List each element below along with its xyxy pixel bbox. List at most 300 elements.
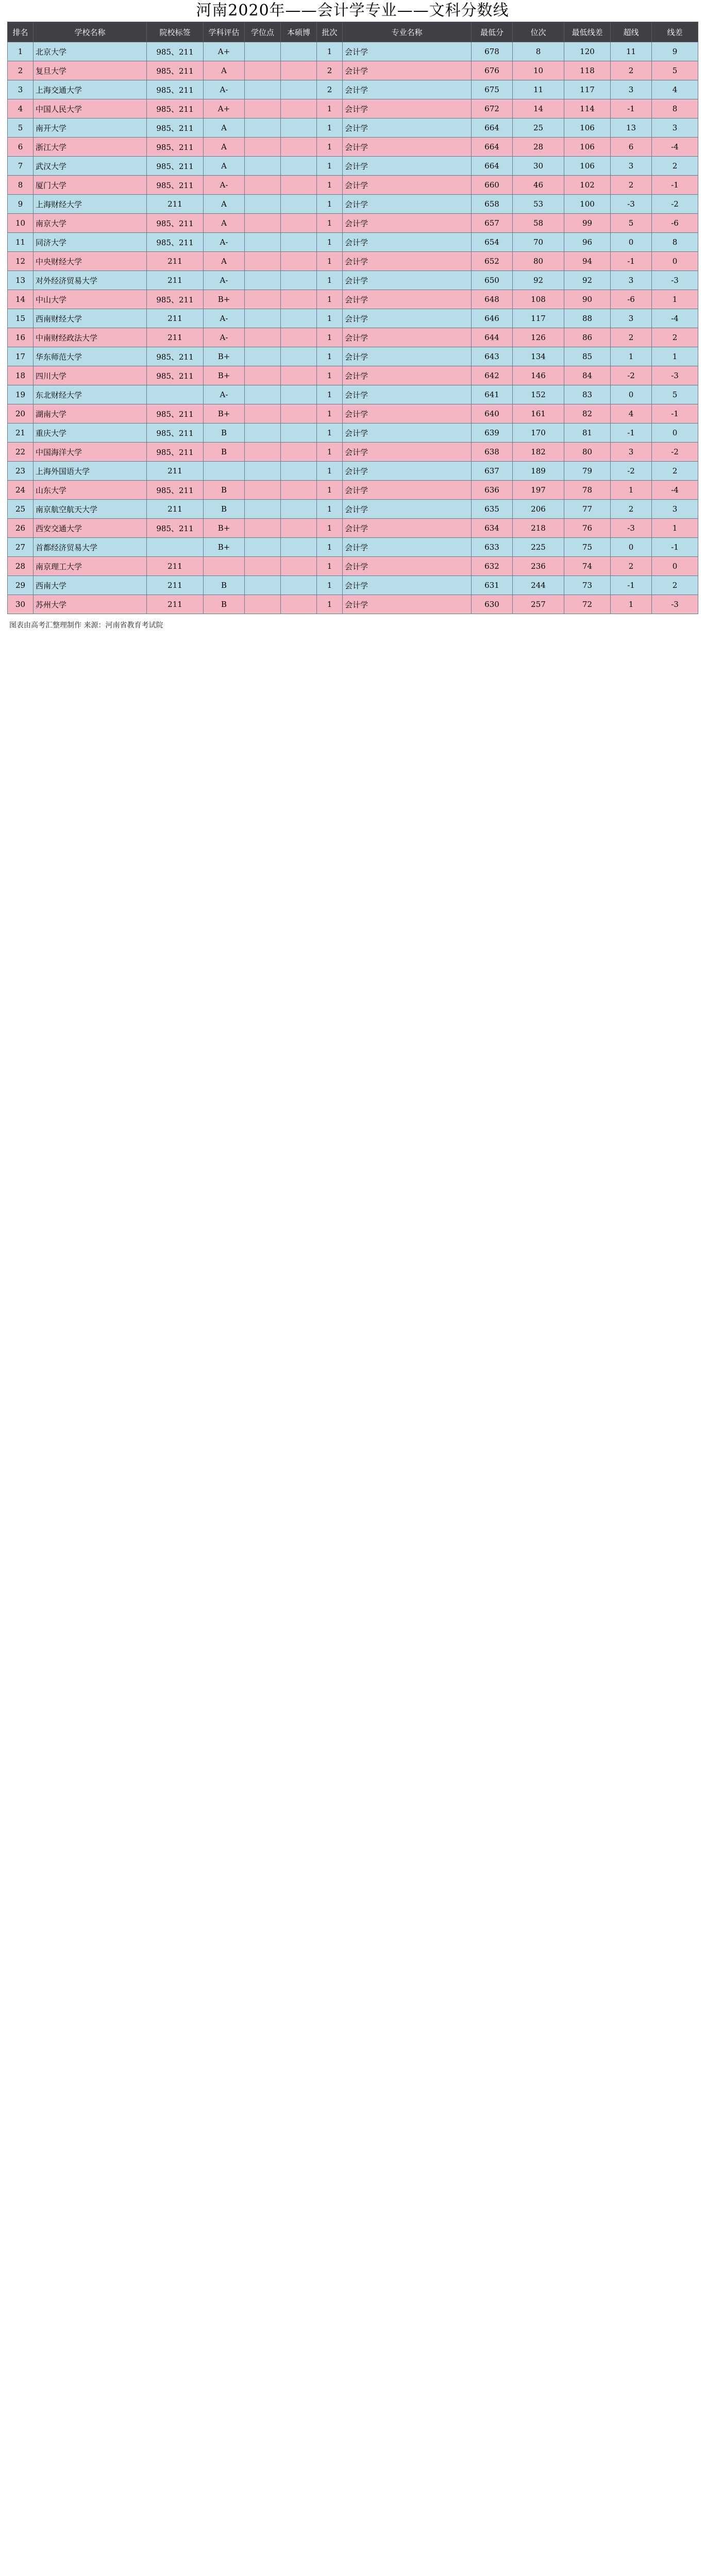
table-cell: 中央财经大学 (33, 252, 147, 271)
table-cell: 658 (472, 195, 513, 214)
table-cell: A (204, 214, 245, 233)
table-cell: A+ (204, 42, 245, 61)
table-cell: 5 (652, 61, 698, 80)
table-cell: 华东师范大学 (33, 347, 147, 366)
table-cell: 1 (317, 252, 343, 271)
table-cell: 84 (564, 366, 611, 385)
table-cell: 13 (8, 271, 33, 290)
table-cell: A (204, 157, 245, 176)
table-cell (245, 99, 281, 118)
table-cell: 3 (652, 118, 698, 138)
table-cell: 8 (652, 233, 698, 252)
table-cell: 72 (564, 595, 611, 614)
table-cell: 会计学 (343, 80, 472, 99)
table-cell: 2 (611, 500, 652, 519)
table-cell: 重庆大学 (33, 423, 147, 443)
table-cell (281, 233, 317, 252)
table-cell: 12 (8, 252, 33, 271)
table-cell: 28 (513, 138, 564, 157)
table-cell: 会计学 (343, 233, 472, 252)
table-cell: 15 (8, 309, 33, 328)
table-cell (281, 61, 317, 80)
table-cell: 211 (147, 328, 204, 347)
table-cell (245, 538, 281, 557)
table-cell: 会计学 (343, 328, 472, 347)
column-header: 排名 (8, 22, 33, 42)
table-cell: 79 (564, 462, 611, 481)
table-cell: -1 (611, 252, 652, 271)
table-cell: 985、211 (147, 157, 204, 176)
table-cell: 2 (611, 328, 652, 347)
table-cell: 1 (317, 557, 343, 576)
table-cell (245, 576, 281, 595)
table-cell: 中山大学 (33, 290, 147, 309)
table-cell: 14 (8, 290, 33, 309)
table-cell: 660 (472, 176, 513, 195)
table-cell: A- (204, 271, 245, 290)
table-cell: 225 (513, 538, 564, 557)
table-cell (281, 290, 317, 309)
table-cell: 28 (8, 557, 33, 576)
table-cell: 985、211 (147, 80, 204, 99)
table-cell: 152 (513, 385, 564, 404)
table-cell: 20 (8, 404, 33, 423)
table-cell: 676 (472, 61, 513, 80)
table-cell: 654 (472, 233, 513, 252)
column-header: 线差 (652, 22, 698, 42)
table-cell: 19 (8, 385, 33, 404)
table-row (8, 481, 698, 500)
table-cell: 985、211 (147, 118, 204, 138)
table-cell: 985、211 (147, 214, 204, 233)
column-header: 学位点 (245, 22, 281, 42)
table-cell: 2 (8, 61, 33, 80)
table-row (8, 271, 698, 290)
table-cell (281, 195, 317, 214)
table-cell: 1 (317, 99, 343, 118)
table-cell: 80 (564, 443, 611, 462)
table-row (8, 290, 698, 309)
table-cell: -2 (652, 195, 698, 214)
table-cell (281, 328, 317, 347)
table-cell: -3 (652, 366, 698, 385)
table-cell: 161 (513, 404, 564, 423)
table-row (8, 61, 698, 80)
table-cell: 1 (317, 347, 343, 366)
table-cell: 650 (472, 271, 513, 290)
table-cell: 1 (317, 404, 343, 423)
table-cell: 西南财经大学 (33, 309, 147, 328)
table-cell: 146 (513, 366, 564, 385)
table-cell: 646 (472, 309, 513, 328)
table-cell: 985、211 (147, 519, 204, 538)
table-cell: 8 (8, 176, 33, 195)
table-row (8, 423, 698, 443)
table-cell: A- (204, 80, 245, 99)
table-cell: 会计学 (343, 519, 472, 538)
table-cell (281, 176, 317, 195)
table-cell: 1 (317, 423, 343, 443)
table-cell: 21 (8, 423, 33, 443)
table-cell: 同济大学 (33, 233, 147, 252)
table-cell (281, 157, 317, 176)
table-cell (245, 385, 281, 404)
table-cell: 会计学 (343, 595, 472, 614)
table-cell (281, 347, 317, 366)
table-cell: 1 (317, 385, 343, 404)
table-cell: 会计学 (343, 309, 472, 328)
table-cell (245, 309, 281, 328)
table-cell (281, 404, 317, 423)
table-cell: 会计学 (343, 481, 472, 500)
table-cell: 首都经济贸易大学 (33, 538, 147, 557)
table-cell (147, 538, 204, 557)
table-row (8, 252, 698, 271)
table-cell: 182 (513, 443, 564, 462)
table-cell: 46 (513, 176, 564, 195)
table-cell: 90 (564, 290, 611, 309)
table-cell: 30 (8, 595, 33, 614)
table-cell: 664 (472, 157, 513, 176)
table-cell (281, 271, 317, 290)
table-cell: -1 (611, 576, 652, 595)
table-cell: A (204, 118, 245, 138)
table-cell: 会计学 (343, 576, 472, 595)
table-cell: 南京理工大学 (33, 557, 147, 576)
table-cell: A- (204, 309, 245, 328)
table-cell: 南京航空航天大学 (33, 500, 147, 519)
table-cell: 1 (317, 271, 343, 290)
table-cell: -4 (652, 309, 698, 328)
table-cell: 1 (317, 42, 343, 61)
table-cell: 631 (472, 576, 513, 595)
table-cell: 106 (564, 157, 611, 176)
table-cell: 76 (564, 519, 611, 538)
table-cell: 77 (564, 500, 611, 519)
table-cell: 1 (317, 576, 343, 595)
table-header (8, 22, 698, 42)
table-row (8, 42, 698, 61)
table-cell: 985、211 (147, 404, 204, 423)
table-cell: 86 (564, 328, 611, 347)
table-cell: 664 (472, 118, 513, 138)
table-cell: 14 (513, 99, 564, 118)
table-row (8, 157, 698, 176)
table-cell: 中国海洋大学 (33, 443, 147, 462)
table-cell: 635 (472, 500, 513, 519)
table-cell: 13 (611, 118, 652, 138)
table-cell: 75 (564, 538, 611, 557)
table-cell (245, 157, 281, 176)
table-cell: 会计学 (343, 423, 472, 443)
table-cell (281, 443, 317, 462)
table-cell: 108 (513, 290, 564, 309)
table-cell: B (204, 481, 245, 500)
table-cell: B+ (204, 290, 245, 309)
table-cell: 211 (147, 309, 204, 328)
table-cell: B+ (204, 347, 245, 366)
table-cell: 640 (472, 404, 513, 423)
table-row (8, 557, 698, 576)
table-cell: 106 (564, 118, 611, 138)
table-cell: 会计学 (343, 157, 472, 176)
table-row (8, 385, 698, 404)
table-cell: -3 (652, 271, 698, 290)
table-row (8, 328, 698, 347)
table-cell: 643 (472, 347, 513, 366)
table-cell: 83 (564, 385, 611, 404)
table-cell (245, 252, 281, 271)
table-cell: 会计学 (343, 404, 472, 423)
table-cell: B (204, 423, 245, 443)
table-cell: 对外经济贸易大学 (33, 271, 147, 290)
table-cell: -2 (611, 462, 652, 481)
table-cell: 644 (472, 328, 513, 347)
table-cell: 985、211 (147, 233, 204, 252)
table-cell: 17 (8, 347, 33, 366)
table-cell: 3 (652, 500, 698, 519)
table-cell: -1 (652, 176, 698, 195)
table-body (8, 42, 698, 614)
table-cell: 664 (472, 138, 513, 157)
table-cell: 117 (564, 80, 611, 99)
table-cell: 1 (611, 481, 652, 500)
table-cell: 985、211 (147, 347, 204, 366)
table-row (8, 347, 698, 366)
table-cell (281, 138, 317, 157)
table-cell: 25 (513, 118, 564, 138)
table-cell: 上海交通大学 (33, 80, 147, 99)
table-cell (245, 500, 281, 519)
table-cell: 678 (472, 42, 513, 61)
table-cell: 1 (317, 138, 343, 157)
table-cell: 25 (8, 500, 33, 519)
table-cell: 96 (564, 233, 611, 252)
table-cell: 3 (8, 80, 33, 99)
table-cell: 复旦大学 (33, 61, 147, 80)
table-cell: 206 (513, 500, 564, 519)
table-cell: 648 (472, 290, 513, 309)
table-cell: 985、211 (147, 176, 204, 195)
table-row (8, 80, 698, 99)
table-cell: 会计学 (343, 176, 472, 195)
table-cell: 5 (611, 214, 652, 233)
table-cell: 0 (611, 385, 652, 404)
table-cell: 山东大学 (33, 481, 147, 500)
table-cell: A- (204, 233, 245, 252)
column-header: 批次 (317, 22, 343, 42)
table-cell: -6 (611, 290, 652, 309)
table-cell (245, 462, 281, 481)
table-row (8, 309, 698, 328)
table-cell (245, 271, 281, 290)
table-cell: 630 (472, 595, 513, 614)
table-cell: 106 (564, 138, 611, 157)
header-row (8, 22, 698, 42)
table-cell: 3 (611, 443, 652, 462)
table-cell: 6 (8, 138, 33, 157)
table-cell: B+ (204, 538, 245, 557)
table-cell: 1 (317, 500, 343, 519)
table-cell (281, 595, 317, 614)
table-cell: 639 (472, 423, 513, 443)
table-cell (281, 252, 317, 271)
table-row (8, 443, 698, 462)
column-header: 院校标签 (147, 22, 204, 42)
table-cell: 637 (472, 462, 513, 481)
table-cell: 985、211 (147, 99, 204, 118)
table-cell: 会计学 (343, 366, 472, 385)
table-cell: -4 (652, 138, 698, 157)
table-cell: 23 (8, 462, 33, 481)
page-title: 河南2020年——会计学专业——文科分数线 (196, 2, 509, 20)
table-cell: 会计学 (343, 538, 472, 557)
table-cell (281, 309, 317, 328)
table-cell: 10 (8, 214, 33, 233)
table-row (8, 99, 698, 118)
table-cell: 672 (472, 99, 513, 118)
table-cell (245, 214, 281, 233)
table-cell: 985、211 (147, 443, 204, 462)
table-cell: 5 (8, 118, 33, 138)
table-cell: 1 (317, 309, 343, 328)
table-cell: 1 (317, 538, 343, 557)
table-cell: 会计学 (343, 138, 472, 157)
table-cell: 211 (147, 500, 204, 519)
table-cell: 会计学 (343, 118, 472, 138)
table-cell: 85 (564, 347, 611, 366)
table-cell: 652 (472, 252, 513, 271)
table-cell: 80 (513, 252, 564, 271)
table-cell: -1 (611, 423, 652, 443)
table-cell: 1 (317, 462, 343, 481)
table-cell: 1 (317, 233, 343, 252)
table-cell: 211 (147, 271, 204, 290)
table-cell: 2 (652, 462, 698, 481)
table-cell: 1 (317, 290, 343, 309)
table-cell: A+ (204, 99, 245, 118)
table-cell (245, 557, 281, 576)
table-cell: 2 (317, 61, 343, 80)
table-cell: -1 (611, 99, 652, 118)
table-cell: 南京大学 (33, 214, 147, 233)
table-cell: 30 (513, 157, 564, 176)
table-cell: 上海外国语大学 (33, 462, 147, 481)
table-cell: 985、211 (147, 423, 204, 443)
table-cell (281, 385, 317, 404)
column-header: 学科评估 (204, 22, 245, 42)
table-row (8, 195, 698, 214)
table-cell: 1 (317, 595, 343, 614)
table-cell: 浙江大学 (33, 138, 147, 157)
column-header: 最低线差 (564, 22, 611, 42)
table-cell: 1 (317, 214, 343, 233)
table-cell: 0 (611, 233, 652, 252)
table-cell: 633 (472, 538, 513, 557)
table-cell: 11 (513, 80, 564, 99)
table-cell: A- (204, 328, 245, 347)
table-cell: 642 (472, 366, 513, 385)
table-cell (245, 519, 281, 538)
table-cell: 4 (8, 99, 33, 118)
table-cell: 会计学 (343, 99, 472, 118)
table-cell: 53 (513, 195, 564, 214)
table-cell: 257 (513, 595, 564, 614)
table-cell: B (204, 500, 245, 519)
table-cell: 1 (317, 195, 343, 214)
table-cell: 厦门大学 (33, 176, 147, 195)
table-cell: 0 (652, 252, 698, 271)
table-cell: 南开大学 (33, 118, 147, 138)
table-cell: A (204, 61, 245, 80)
column-header: 学校名称 (33, 22, 147, 42)
table-cell: 632 (472, 557, 513, 576)
table-row (8, 538, 698, 557)
table-cell: 675 (472, 80, 513, 99)
table-cell: -2 (611, 366, 652, 385)
table-cell: 西南大学 (33, 576, 147, 595)
table-cell: 0 (652, 423, 698, 443)
table-cell: B+ (204, 366, 245, 385)
table-row (8, 404, 698, 423)
table-cell: B (204, 443, 245, 462)
column-header: 最低分 (472, 22, 513, 42)
table-cell: 4 (652, 80, 698, 99)
table-cell: 会计学 (343, 61, 472, 80)
table-cell: 苏州大学 (33, 595, 147, 614)
column-header: 专业名称 (343, 22, 472, 42)
table-cell: 会计学 (343, 290, 472, 309)
table-cell: 9 (652, 42, 698, 61)
table-cell: 2 (652, 157, 698, 176)
table-cell: 120 (564, 42, 611, 61)
table-cell: 1 (611, 347, 652, 366)
table-cell: 27 (8, 538, 33, 557)
table-cell: 244 (513, 576, 564, 595)
table-cell: 1 (317, 328, 343, 347)
table-cell: 73 (564, 576, 611, 595)
table-cell (245, 42, 281, 61)
table-cell: 会计学 (343, 443, 472, 462)
table-cell: 5 (652, 385, 698, 404)
table-row (8, 595, 698, 614)
table-cell: 1 (317, 366, 343, 385)
table-cell (245, 195, 281, 214)
table-cell: 西安交通大学 (33, 519, 147, 538)
table-cell: 会计学 (343, 385, 472, 404)
table-cell (204, 557, 245, 576)
table-cell (245, 595, 281, 614)
table-cell: 985、211 (147, 42, 204, 61)
table-cell: 2 (317, 80, 343, 99)
table-cell: 7 (8, 157, 33, 176)
table-cell: 1 (317, 118, 343, 138)
table-row (8, 500, 698, 519)
table-cell: 0 (652, 557, 698, 576)
table-cell: A (204, 195, 245, 214)
table-cell: 134 (513, 347, 564, 366)
table-cell: 8 (652, 99, 698, 118)
table-cell: 118 (564, 61, 611, 80)
table-cell: 81 (564, 423, 611, 443)
table-cell: 北京大学 (33, 42, 147, 61)
table-cell: 985、211 (147, 366, 204, 385)
table-cell: A- (204, 176, 245, 195)
table-cell: B (204, 576, 245, 595)
table-cell: 1 (317, 443, 343, 462)
table-cell: 236 (513, 557, 564, 576)
table-cell: B (204, 595, 245, 614)
